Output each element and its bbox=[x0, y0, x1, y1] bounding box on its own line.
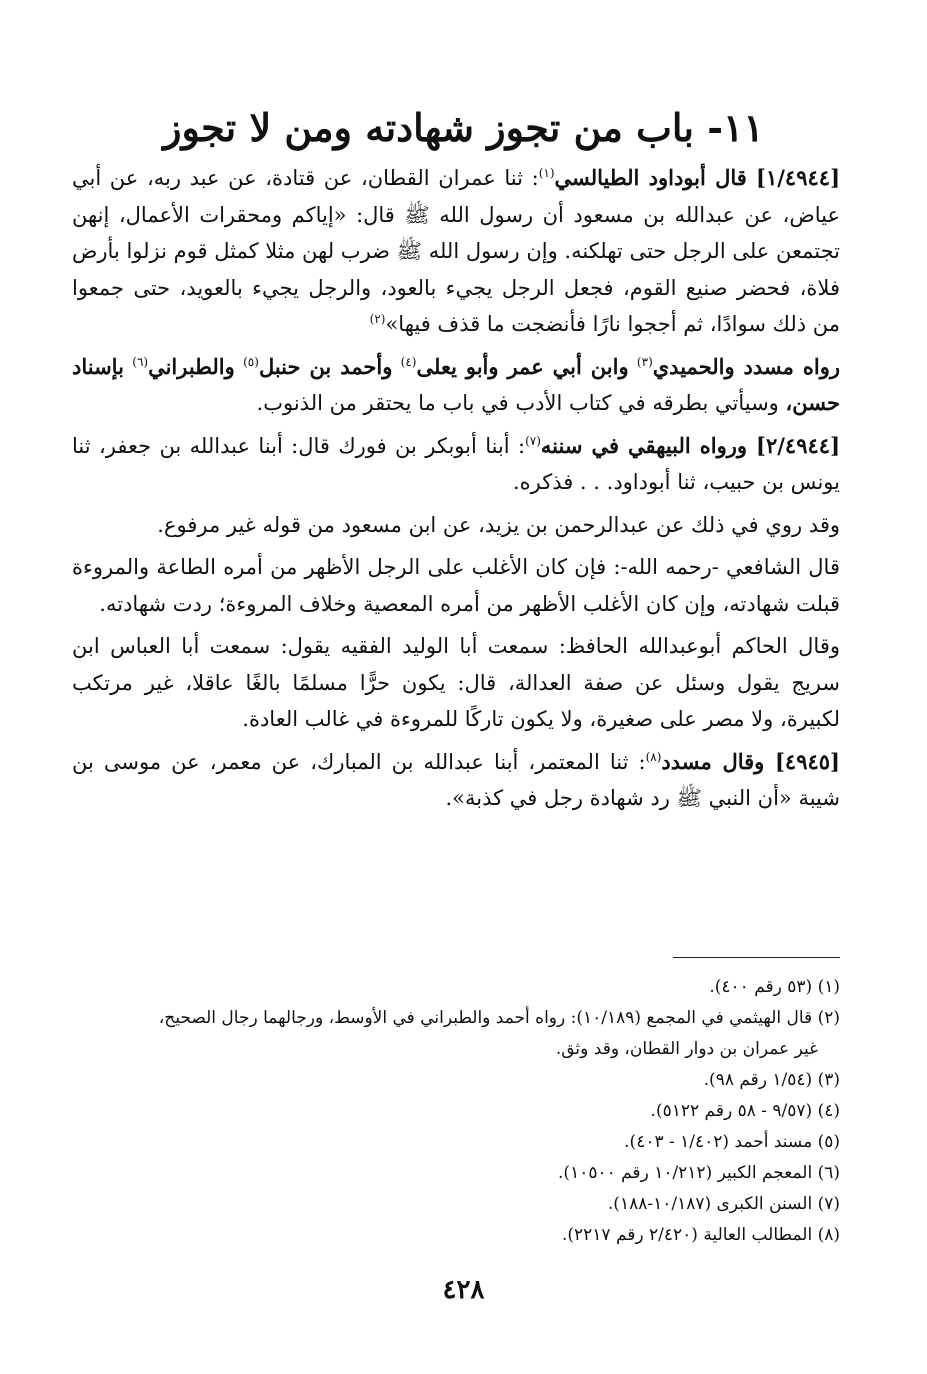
footnote-item: (٥) مسند أحمد (١/٤٠٢ - ٤٠٣). bbox=[624, 1132, 840, 1152]
hadith-text: : أبنا أبوبكر بن فورك قال: أبنا عبدالله بن جعفر، ثنا يونس بن حبيب، ثنا أبوداود. . . فذكره. bbox=[72, 433, 840, 494]
footnote-item: (٢) قال الهيثمي في المجمع (١٠/١٨٩): رواه أحمد والطبراني في الأوسط، ورجالهما رجال الصحيح، bbox=[158, 1008, 840, 1028]
hadith-text: : ثنا عمران القطان، عن قتادة، عن عبد ربه، عن أبي عياض، عن عبدالله بن مسعود أن رسول الله ﷺ قال: «إياكم ومحقرات الأعمال، إنهن تجتمعن على الرجل حتى تهلكنه. وإن رسول الله ﷺ ضرب لهن مثلا كمثل قوم نزلوا بأرض فلاة، فحضر صنيع القوم، فجعل الرجل يجيء بالعود، والرجل يجيء بالعويد، حتى جمعوا من ذلك سوادًا، ثم أججوا نارًا فأنضجت ما قذف فيها» bbox=[72, 166, 840, 336]
footnote-ref[interactable]: (٤) bbox=[400, 354, 417, 369]
hadith-heading: [٤٩٤٥] وقال مسدد bbox=[661, 748, 840, 774]
footnote-item: (٤) (٩/٥٧ - ٥٨ رقم ٥١٢٢). bbox=[650, 1101, 840, 1121]
note-paragraph: وقد روي في ذلك عن عبدالرحمن بن يزيد، عن ابن مسعود من قوله غير مرفوع. bbox=[157, 512, 840, 537]
footnote-ref[interactable]: (٥) bbox=[243, 354, 259, 369]
footnote-item: (٧) السنن الكبرى (١٠/١٨٧-١٨٨). bbox=[607, 1194, 840, 1214]
footnote-item: (٦) المعجم الكبير (١٠/٢١٢ رقم ١٠٥٠٠). bbox=[558, 1163, 840, 1183]
hadith-paragraph-1 bbox=[72, 160, 840, 343]
hakim-paragraph: وقال الحاكم أبوعبدالله الحافظ: سمعت أبا الوليد الفقيه يقول: سمعت أبا العباس ابن سريج يقول وسئل عن صفة العدالة، قال: يكون حرًّا مسلمًا بالغًا عاقلا، غير مرتكب لكبيرة، ولا مصر على صغيرة، ولا يكون تاركًا للمروءة في غالب العادة. bbox=[72, 634, 840, 731]
footnote-ref[interactable]: (٨) bbox=[645, 749, 662, 764]
footnote-ref[interactable]: (٦) bbox=[132, 354, 149, 369]
shafii-paragraph: قال الشافعي -رحمه الله-: فإن كان الأغلب على الرجل الأظهر من أمره الطاعة والمروءة قبلت شهادته، وإن كان الأغلب الأظهر من أمره المعصية وخلاف المروءة؛ ردت شهادته. bbox=[72, 555, 840, 616]
chapter-title: ١١- باب من تجوز شهادته ومن لا تجوز bbox=[163, 105, 764, 150]
page-number: ٤٢٨ bbox=[442, 1275, 485, 1305]
footnote-item: (٨) المطالب العالية (٢/٤٢٠ رقم ٢٢١٧). bbox=[561, 1225, 840, 1245]
footnote-item: (٣) (١/٥٤ رقم ٩٨). bbox=[703, 1070, 840, 1090]
hadith-heading: [١/٤٩٤٤] قال أبوداود الطيالسي bbox=[554, 165, 840, 190]
hadith-paragraph-2 bbox=[72, 428, 840, 501]
grading-text: بإسناد حسن، bbox=[72, 353, 840, 415]
footnote-continuation: غير عمران بن دوار القطان، وقد وثق. bbox=[555, 1039, 818, 1059]
source-name: رواه مسدد والحميدي bbox=[652, 353, 840, 379]
cross-reference-text: وسيأتي بطرقه في كتاب الأدب في باب ما يحتقر من الذنوب. bbox=[256, 391, 779, 415]
source-name: والطبراني bbox=[148, 353, 235, 379]
footnote-ref[interactable]: (١) bbox=[538, 166, 555, 180]
footnote-ref[interactable]: (٢) bbox=[369, 312, 386, 326]
footnote-item: (١) (٥٣ رقم ٤٠٠). bbox=[709, 977, 840, 997]
hadith-paragraph-3 bbox=[72, 744, 840, 817]
footnote-ref[interactable]: (٧) bbox=[525, 433, 541, 448]
source-name: وأحمد بن حنبل bbox=[258, 353, 393, 379]
source-name: وابن أبي عمر وأبو يعلى bbox=[416, 353, 629, 379]
footnote-divider bbox=[673, 957, 840, 958]
hadith-heading: [٢/٤٩٤٤] ورواه البيهقي في سننه bbox=[540, 432, 840, 458]
footnotes-list bbox=[72, 972, 840, 1251]
hadith-text: : ثنا المعتمر، أبنا عبدالله بن المبارك، عن معمر، عن موسى بن شيبة «أن النبي ﷺ رد شهادة رجل في كذبة». bbox=[72, 749, 840, 810]
takhrij-paragraph bbox=[72, 349, 840, 422]
footnote-ref[interactable]: (٣) bbox=[636, 354, 653, 369]
main-text bbox=[72, 160, 840, 823]
